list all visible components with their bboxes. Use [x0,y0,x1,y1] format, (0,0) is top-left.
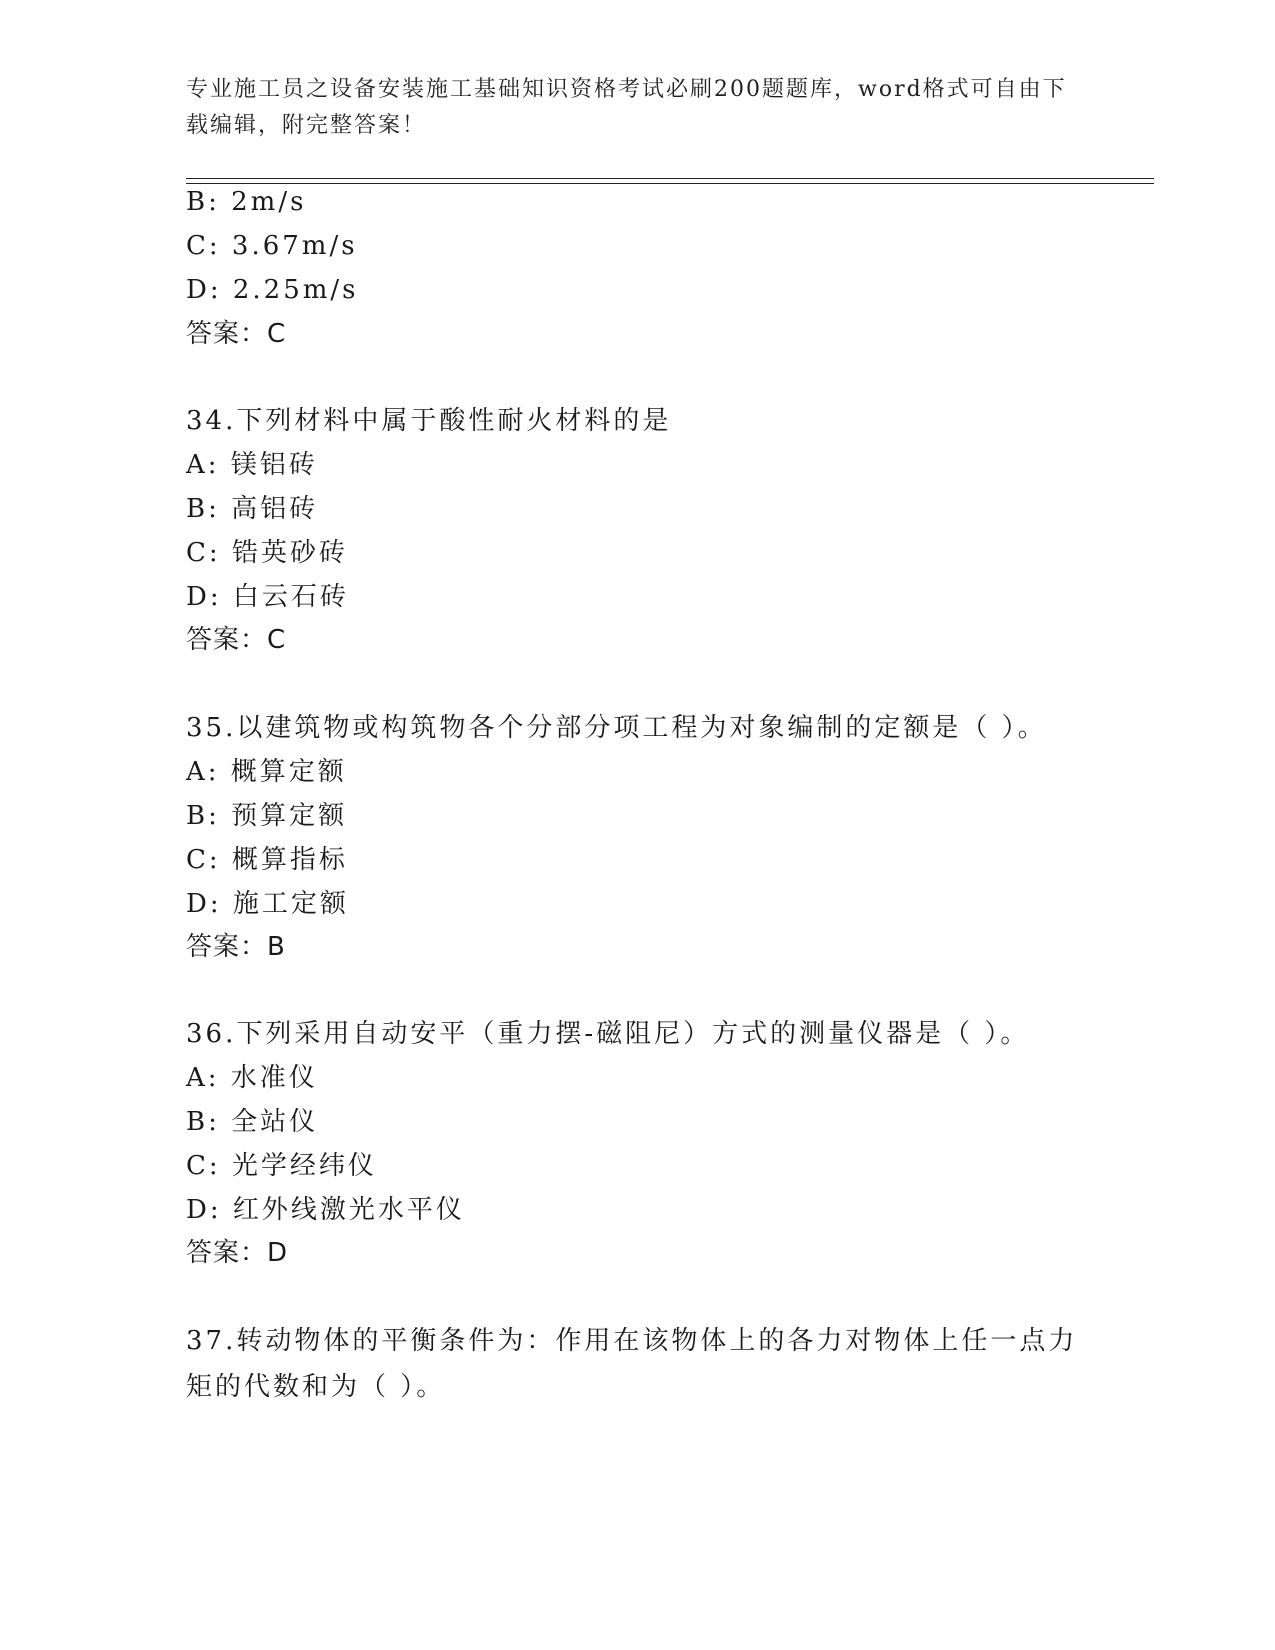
option-c: C: 光学经纬仪 [186,1151,377,1181]
option-c: C: 3.67m/s [186,231,358,261]
option-a: A: 水准仪 [186,1063,318,1093]
header-divider [186,178,1154,179]
answer: 答案：D [186,1238,289,1268]
option-a: A: 镁铝砖 [186,450,318,480]
header-divider-secondary [186,183,1154,184]
question-stem: 36.下列采用自动安平（重力摆-磁阻尼）方式的测量仪器是（ ）。 [186,1019,1030,1049]
option-c: C: 锆英砂砖 [186,538,348,568]
option-d: D: 白云石砖 [186,582,349,612]
question-stem: 34.下列材料中属于酸性耐火材料的是 [186,406,672,436]
question-stem: 35.以建筑物或构筑物各个分部分项工程为对象编制的定额是（ ）。 [186,713,1047,743]
answer: 答案：C [186,625,287,655]
answer: 答案：C [186,319,287,349]
option-a: A: 概算定额 [186,757,347,787]
option-b: B: 高铝砖 [186,494,319,524]
option-b: B: 全站仪 [186,1107,319,1137]
document-header: 专业施工员之设备安装施工基础知识资格考试必刷200题题库，word格式可自由下载编辑，附完整答案！ [186,77,1067,138]
option-b: B: 2m/s [186,187,307,217]
answer: 答案：B [186,932,286,962]
option-d: D: 施工定额 [186,889,349,919]
question-stem: 37.转动物体的平衡条件为：作用在该物体上的各力对物体上任一点力矩的代数和为（ ）。 [186,1326,1078,1402]
option-c: C: 概算指标 [186,845,348,875]
option-d: D: 红外线激光水平仪 [186,1195,465,1225]
option-b: B: 预算定额 [186,801,348,831]
option-d: D: 2.25m/s [186,275,359,305]
